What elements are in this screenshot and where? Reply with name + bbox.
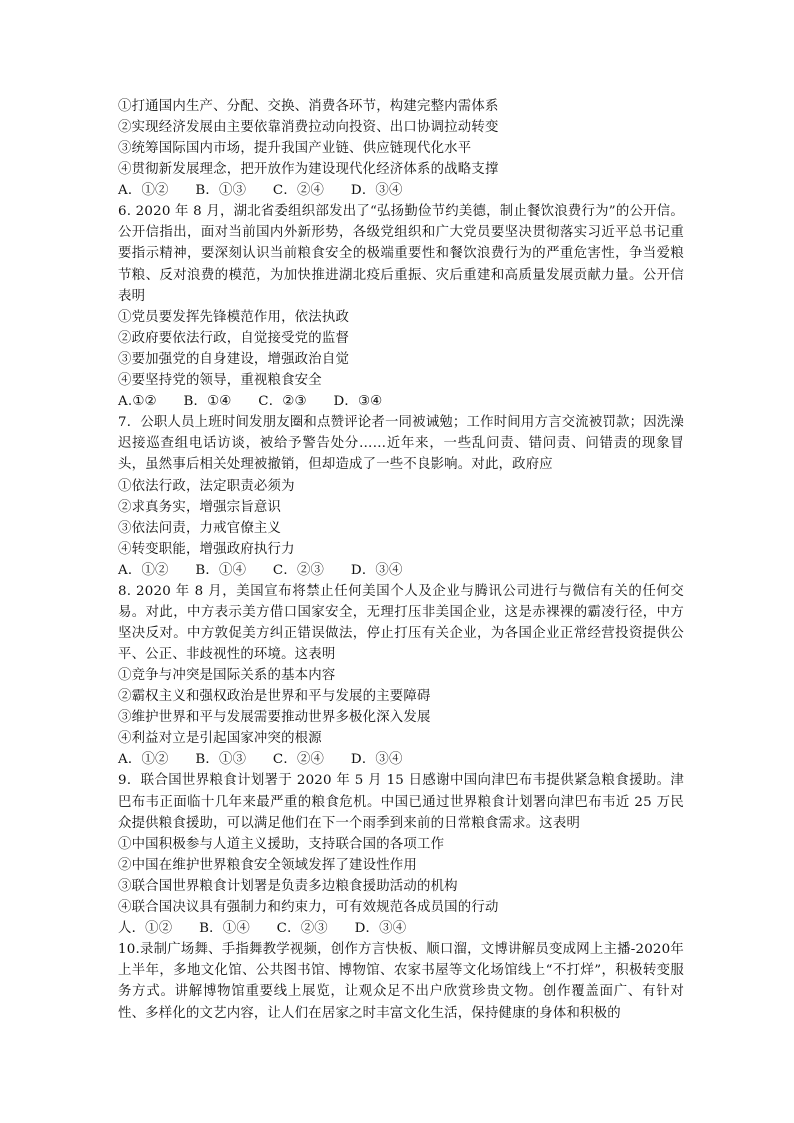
question-9	[118, 770, 684, 939]
option-4: ④联合国决议具有强制力和约束力，可有效规范各成员国的行动	[118, 900, 499, 916]
option-3: ③维护世界和平与发展需要推动世界多极化深入发展	[118, 710, 431, 726]
option-2: ②霸权主义和强权政治是世界和平与发展的主要障碍	[118, 689, 431, 705]
option-1: ①依法行政，法定职责必须为	[118, 478, 295, 494]
option-1: ①党员要发挥先锋模范作用，依法执政	[118, 310, 350, 326]
option-1: ①打通国内生产、分配、交换、消费各环节，构建完整内需体系	[118, 99, 499, 114]
option-4: ④转变职能，增强政府执行力	[118, 541, 295, 557]
question-10	[118, 939, 684, 1024]
question-5-options	[118, 96, 684, 201]
option-2: ②求真务实，增强宗旨意识	[118, 499, 282, 515]
option-3: ③要加强党的自身建设，增强政治自觉	[118, 352, 350, 368]
answer-choices: 人．①② B．①④ C．②③ D．③④	[118, 921, 407, 937]
question-6	[118, 201, 684, 412]
question-stem: 10.录制广场舞、手指舞教学视频，创作方言快板、顺口溜，文博讲解员变成网上主播-2020年上半年，多地文化馆、公共图书馆、博物馆、农家书屋等文化场馆线上“不打烊”，积极转变服务方式。讲解博物馆重要线上展览，让观众足不出户欣赏珍贵文物。创作覆盖面广、有针对性、多样化的文艺内容，让人们在居家之时丰富文化生活，保持健康的身体和积极的	[118, 942, 684, 1021]
answer-choices: A.①② B．①④ C．②③ D．③④	[118, 394, 383, 410]
answer-choices: A．①② B．①③ C．②④ D．③④	[118, 752, 403, 768]
option-4: ④贯彻新发展理念，把开放作为建设现代化经济体系的战略支撑	[118, 162, 499, 177]
answer-choices: A．①② B．①③ C．②④ D．③④	[118, 183, 403, 198]
option-3: ③联合国世界粮食计划署是负责多边粮食援助活动的机构	[118, 879, 458, 895]
option-3: ③依法问责，力戒官僚主义	[118, 520, 282, 536]
question-stem: 7．公职人员上班时间发朋友圈和点赞评论者一同被诫勉；工作时间用方言交流被罚款；因洗澡迟接巡查组电话访谈，被给予警告处分……近年来，一些乱问责、错问责、问错责的现象冒头，虽然事后相关处理被撤销，但却造成了一些不良影响。对此，政府应	[118, 415, 684, 473]
answer-choices: A．①② B．①④ C．②③ D．③④	[118, 562, 403, 578]
option-1: ①竞争与冲突是国际关系的基本内容	[118, 668, 336, 684]
option-4: ④要坚持党的领导，重视粮食安全	[118, 373, 322, 389]
option-4: ④利益对立是引起国家冲突的根源	[118, 731, 322, 747]
option-2: ②中国在维护世界粮食安全领域发挥了建设性作用	[118, 858, 417, 874]
exam-page	[118, 96, 684, 1024]
option-2: ②实现经济发展由主要依靠消费拉动向投资、出口协调拉动转变	[118, 120, 499, 135]
question-stem: 8. 2020 年 8 月，美国宣布将禁止任何美国个人及企业与腾讯公司进行与微信有关的任何交易。对此，中方表示美方借口国家安全，无理打压非美国企业，这是赤裸裸的霸凌行径，中方坚决反对。中方敦促美方纠正错误做法，停止打压有关企业，为各国企业正常经营投资提供公平、公正、非歧视性的环境。这表明	[118, 583, 684, 663]
question-stem: 9．联合国世界粮食计划署于 2020 年 5 月 15 日感谢中国向津巴布韦提供紧急粮食援助。津巴布韦正面临十几年来最严重的粮食危机。中国已通过世界粮食计划署向津巴布韦近 25 万民众提供粮食援助，可以满足他们在下一个雨季到来前的日常粮食需求。这表明	[118, 773, 684, 831]
option-2: ②政府要依法行政，自觉接受党的监督	[118, 331, 350, 347]
option-3: ③统筹国际国内市场，提升我国产业链、供应链现代化水平	[118, 141, 472, 156]
question-7	[118, 412, 684, 581]
option-1: ①中国积极参与人道主义援助，支持联合国的各项工作	[118, 837, 445, 853]
question-stem: 6. 2020 年 8 月，湖北省委组织部发出了“弘扬勤俭节约美德，制止餐饮浪费行为”的公开信。公开信指出，面对当前国内外新形势，各级党组织和广大党员要坚决贯彻落实习近平总书记重要指示精神，要深刻认识当前粮食安全的极端重要性和餐饮浪费行为的严重危害性，争当爱粮节粮、反对浪费的模范，为加快推进湖北疫后重振、灾后重建和高质量发展贡献力量。公开信表明	[118, 204, 684, 304]
question-8	[118, 581, 684, 771]
